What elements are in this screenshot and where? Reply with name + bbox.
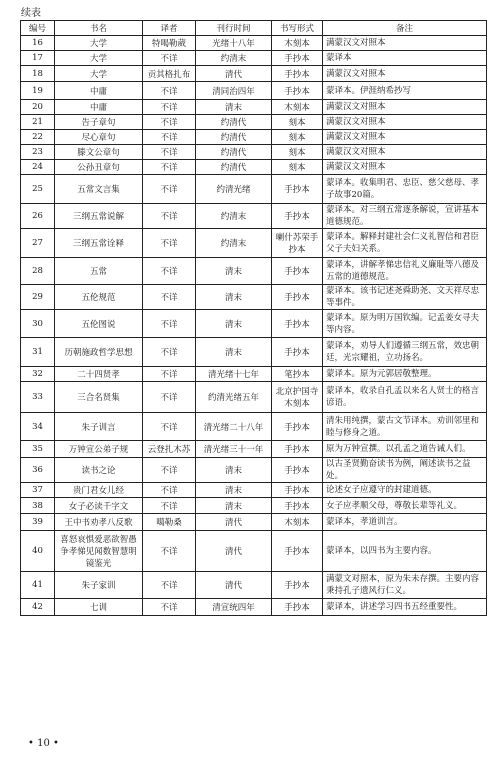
- cell-title: 三纲五常说解: [55, 204, 143, 229]
- cell-date: 清光绪二十八年: [196, 413, 272, 441]
- cell-title: 中庸: [55, 82, 143, 100]
- table-row: [21, 367, 487, 382]
- cell-date: 清代: [196, 572, 272, 599]
- table-row: [21, 458, 487, 483]
- table-row: [21, 498, 487, 514]
- cell-form: 手抄本: [272, 285, 323, 310]
- cell-note: 蒙译本，劝导人们遵循三纲五常，效忠朝廷，光宗耀祖，立功扬名。: [323, 338, 487, 367]
- cell-form: 刻本: [272, 145, 323, 160]
- cell-translator: 噶勒桑: [143, 514, 196, 531]
- cell-date: 约清光绪: [196, 175, 272, 204]
- cell-form: 喇什苏荣手抄本: [272, 229, 323, 258]
- cell-title: 三纲五常诠释: [55, 229, 143, 258]
- cell-date: 清末: [196, 100, 272, 115]
- cell-form: 刻本: [272, 115, 323, 130]
- header-date: 刊行时间: [196, 21, 272, 36]
- table-row: [21, 310, 487, 338]
- cell-note: 满蒙汉文对照本: [323, 160, 487, 175]
- cell-no: 17: [21, 51, 55, 66]
- cell-title: 公孙丑章句: [55, 160, 143, 175]
- cell-date: 约清代: [196, 160, 272, 175]
- cell-note: 清朱用纯撰，蒙古文节译本。劝训邻里和睦与修身之道。: [323, 413, 487, 441]
- cell-translator: 云登扎木苏: [143, 441, 196, 458]
- table-row: [21, 66, 487, 82]
- cell-translator: 不详: [143, 51, 196, 66]
- cell-note: 蒙译本。原为元郭居敬整理。: [323, 367, 487, 382]
- cell-no: 19: [21, 82, 55, 100]
- cell-translator: 不详: [143, 285, 196, 310]
- cell-note: 满蒙汉文对照本: [323, 100, 487, 115]
- cell-no: 39: [21, 514, 55, 531]
- cell-form: 木刻本: [272, 100, 323, 115]
- cell-note: 蒙译本，以四书为主要内容。: [323, 531, 487, 572]
- cell-title: 告子章句: [55, 115, 143, 130]
- table-row: [21, 258, 487, 285]
- book-table: [20, 20, 487, 616]
- cell-translator: 特喝勒葳: [143, 36, 196, 51]
- table-row: [21, 115, 487, 130]
- cell-translator: 不详: [143, 100, 196, 115]
- cell-form: 木刻本: [272, 514, 323, 531]
- cell-note: 蒙译本，收录自孔孟以来名人贤士的格言谚语。: [323, 382, 487, 413]
- cell-no: 29: [21, 285, 55, 310]
- cell-translator: 不详: [143, 458, 196, 483]
- cell-title: 中庸: [55, 100, 143, 115]
- table-row: [21, 382, 487, 413]
- table-row: [21, 572, 487, 599]
- cell-no: 23: [21, 145, 55, 160]
- table-row: [21, 204, 487, 229]
- cell-form: 手抄本: [272, 66, 323, 82]
- cell-note: 满蒙文对照本，原为朱未存撰。主要内容秉持孔子遗风行仁义。: [323, 572, 487, 599]
- cell-translator: 不详: [143, 130, 196, 145]
- cell-title: 大学: [55, 66, 143, 82]
- cell-title: 大学: [55, 36, 143, 51]
- cell-title: 喜怒哀惧爱恶欲智愚争孝悌见闻数智慧明镜鉴光: [55, 531, 143, 572]
- cell-title: 五常文言集: [55, 175, 143, 204]
- header-title: 书名: [55, 21, 143, 36]
- cell-translator: 不详: [143, 160, 196, 175]
- table-row: [21, 531, 487, 572]
- table-row: [21, 160, 487, 175]
- cell-form: 手抄本: [272, 338, 323, 367]
- cell-title: 尽心章句: [55, 130, 143, 145]
- cell-translator: 不详: [143, 258, 196, 285]
- cell-no: 31: [21, 338, 55, 367]
- cell-date: 清光绪三十一年: [196, 441, 272, 458]
- cell-form: 木刻本: [272, 36, 323, 51]
- cell-note: 蒙译本。收集明君、忠臣、慈父慈母、孝子故事20篇。: [323, 175, 487, 204]
- cell-no: 18: [21, 66, 55, 82]
- cell-no: 22: [21, 130, 55, 145]
- cell-note: 蒙译本: [323, 51, 487, 66]
- table-row: [21, 36, 487, 51]
- cell-note: 满蒙汉文对照本: [323, 145, 487, 160]
- cell-title: 读书之论: [55, 458, 143, 483]
- cell-title: 五伦图说: [55, 310, 143, 338]
- cell-note: 蒙译本。对三纲五常逐条解说，宣讲基本道德规范。: [323, 204, 487, 229]
- cell-no: 40: [21, 531, 55, 572]
- cell-title: 大学: [55, 51, 143, 66]
- cell-form: 刻本: [272, 160, 323, 175]
- cell-date: 清代: [196, 514, 272, 531]
- cell-title: 三合名贤集: [55, 382, 143, 413]
- cell-date: 清末: [196, 310, 272, 338]
- cell-form: 笔抄本: [272, 367, 323, 382]
- cell-no: 16: [21, 36, 55, 51]
- cell-no: 35: [21, 441, 55, 458]
- cell-title: 朱子训言: [55, 413, 143, 441]
- cell-translator: 不详: [143, 413, 196, 441]
- cell-note: 蒙译本，讲述学习四书五经重要性。: [323, 599, 487, 616]
- table-caption: 续表: [21, 8, 41, 19]
- cell-no: 28: [21, 258, 55, 285]
- table-row: [21, 441, 487, 458]
- table-row: [21, 338, 487, 367]
- cell-translator: 不详: [143, 572, 196, 599]
- cell-translator: 不详: [143, 82, 196, 100]
- cell-note: 女子应孝顺父母，尊敬长辈等礼义。: [323, 498, 487, 514]
- table-row: [21, 514, 487, 531]
- table-header-row: [21, 21, 487, 36]
- cell-title: 五伦规范: [55, 285, 143, 310]
- cell-no: 20: [21, 100, 55, 115]
- cell-no: 41: [21, 572, 55, 599]
- cell-no: 36: [21, 458, 55, 483]
- cell-date: 约清代: [196, 115, 272, 130]
- cell-date: 清光绪十七年: [196, 367, 272, 382]
- cell-date: 清同治四年: [196, 82, 272, 100]
- cell-form: 手抄本: [272, 458, 323, 483]
- cell-note: 蒙译本，孝道训言。: [323, 514, 487, 531]
- cell-no: 32: [21, 367, 55, 382]
- cell-translator: 不详: [143, 115, 196, 130]
- cell-form: 手抄本: [272, 175, 323, 204]
- cell-note: 满蒙汉文对照本: [323, 115, 487, 130]
- cell-date: 约清末: [196, 229, 272, 258]
- cell-translator: 不详: [143, 175, 196, 204]
- page-number: • 10 •: [28, 738, 59, 749]
- cell-translator: 不详: [143, 599, 196, 616]
- header-note: 备注: [323, 21, 487, 36]
- cell-form: 手抄本: [272, 531, 323, 572]
- cell-no: 30: [21, 310, 55, 338]
- table-row: [21, 100, 487, 115]
- cell-translator: 不详: [143, 145, 196, 160]
- cell-note: 蒙译本。解释封建社会仁义礼智信和君臣父子夫妇关系。: [323, 229, 487, 258]
- cell-note: 满蒙汉文对照本: [323, 36, 487, 51]
- cell-form: 手抄本: [272, 82, 323, 100]
- cell-translator: 不详: [143, 531, 196, 572]
- cell-form: 手抄本: [272, 310, 323, 338]
- cell-date: 清宣统四年: [196, 599, 272, 616]
- table-row: [21, 145, 487, 160]
- cell-no: 42: [21, 599, 55, 616]
- cell-note: 蒙译本，讲解孝悌忠信礼义廉耻等八德及五常的道德规范。: [323, 258, 487, 285]
- cell-form: 手抄本: [272, 498, 323, 514]
- cell-translator: 不详: [143, 382, 196, 413]
- cell-form: 手抄本: [272, 51, 323, 66]
- cell-title: 朱子家训: [55, 572, 143, 599]
- cell-no: 24: [21, 160, 55, 175]
- table-row: [21, 483, 487, 498]
- cell-form: 刻本: [272, 130, 323, 145]
- cell-note: 蒙译本。伊涯纳希抄写: [323, 82, 487, 100]
- cell-note: 以古圣贤勤奋读书为例，阐述读书之益处。: [323, 458, 487, 483]
- cell-no: 27: [21, 229, 55, 258]
- cell-translator: 不详: [143, 338, 196, 367]
- cell-date: 清末: [196, 285, 272, 310]
- table-row: [21, 285, 487, 310]
- cell-form: 手抄本: [272, 413, 323, 441]
- cell-date: 约清代: [196, 130, 272, 145]
- header-form: 书写形式: [272, 21, 323, 36]
- cell-form: 手抄本: [272, 483, 323, 498]
- cell-no: 33: [21, 382, 55, 413]
- cell-form: 手抄本: [272, 441, 323, 458]
- cell-form: 手抄本: [272, 599, 323, 616]
- cell-date: 清代: [196, 66, 272, 82]
- table-row: [21, 51, 487, 66]
- cell-form: 手抄本: [272, 204, 323, 229]
- cell-date: 约清光绪五年: [196, 382, 272, 413]
- table-row: [21, 413, 487, 441]
- cell-translator: 贡其格扎布: [143, 66, 196, 82]
- cell-note: 满蒙汉文对照本: [323, 130, 487, 145]
- cell-title: 二十四贤孝: [55, 367, 143, 382]
- cell-no: 26: [21, 204, 55, 229]
- cell-form: 北京护国寺木刻本: [272, 382, 323, 413]
- cell-title: 七训: [55, 599, 143, 616]
- cell-date: 光绪十八年: [196, 36, 272, 51]
- cell-title: 万钟宣公弟子规: [55, 441, 143, 458]
- cell-translator: 不详: [143, 310, 196, 338]
- cell-translator: 不详: [143, 367, 196, 382]
- cell-date: 清末: [196, 483, 272, 498]
- cell-title: 五常: [55, 258, 143, 285]
- cell-note: 原为万钟宣撰。以孔孟之道告诫人们。: [323, 441, 487, 458]
- cell-title: 历朝施政哲学思想: [55, 338, 143, 367]
- cell-no: 38: [21, 498, 55, 514]
- cell-title: 贵门君女儿经: [55, 483, 143, 498]
- cell-no: 21: [21, 115, 55, 130]
- cell-no: 25: [21, 175, 55, 204]
- table-row: [21, 599, 487, 616]
- cell-date: 清末: [196, 498, 272, 514]
- cell-title: 王中书劝孝八反歌: [55, 514, 143, 531]
- cell-no: 34: [21, 413, 55, 441]
- header-no: 编号: [21, 21, 55, 36]
- cell-form: 手抄本: [272, 258, 323, 285]
- cell-note: 蒙译本。原为明万国钦编。记孟姜女寻夫等内容。: [323, 310, 487, 338]
- cell-title: 女子必读千字文: [55, 498, 143, 514]
- cell-translator: 不详: [143, 498, 196, 514]
- cell-no: 37: [21, 483, 55, 498]
- cell-note: 论述女子应遵守的封建道德。: [323, 483, 487, 498]
- cell-date: 约清代: [196, 145, 272, 160]
- table-row: [21, 175, 487, 204]
- cell-note: 满蒙汉文对照本: [323, 66, 487, 82]
- cell-date: 清代: [196, 531, 272, 572]
- table-row: [21, 82, 487, 100]
- cell-form: 手抄本: [272, 572, 323, 599]
- cell-note: 蒙译本。该书记述尧舜助尧、文天祥尽忠等事件。: [323, 285, 487, 310]
- cell-title: 滕文公章句: [55, 145, 143, 160]
- cell-date: 清末: [196, 338, 272, 367]
- cell-date: 清末: [196, 458, 272, 483]
- cell-translator: 不详: [143, 204, 196, 229]
- cell-date: 约清末: [196, 51, 272, 66]
- table-row: [21, 229, 487, 258]
- cell-date: 清末: [196, 258, 272, 285]
- cell-translator: 不详: [143, 483, 196, 498]
- header-translator: 译者: [143, 21, 196, 36]
- cell-date: 约清末: [196, 204, 272, 229]
- cell-translator: 不详: [143, 229, 196, 258]
- table-row: [21, 130, 487, 145]
